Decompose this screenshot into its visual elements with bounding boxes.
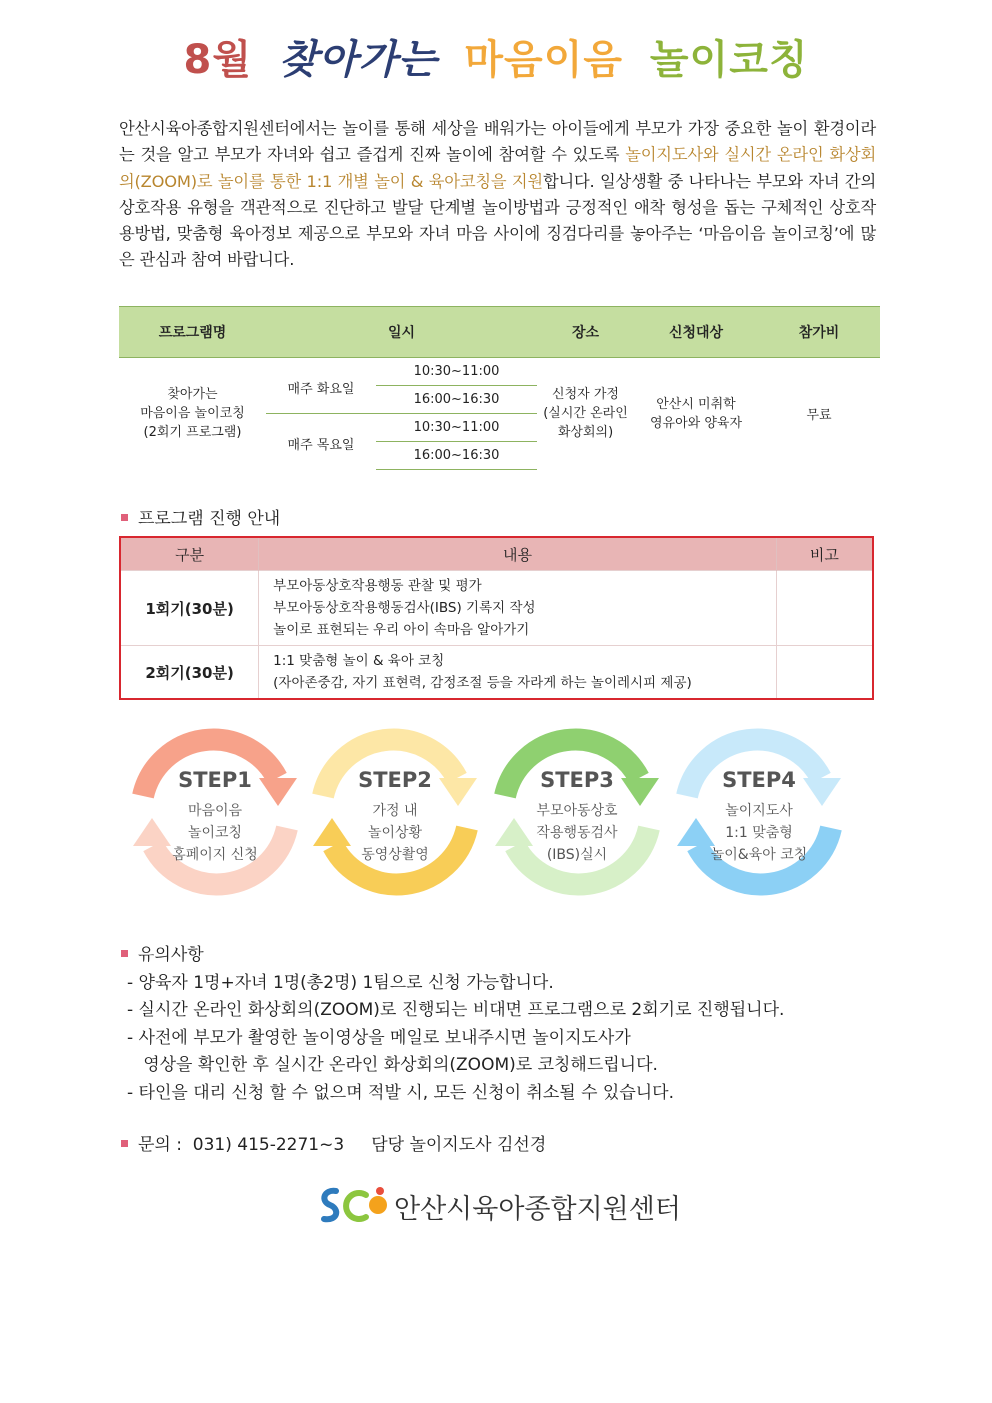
content-line: (자아존중감, 자기 표현력, 감정조절 등을 자라게 하는 놀이레시피 제공) xyxy=(273,675,692,691)
place-line: (실시간 온라인 xyxy=(543,406,628,422)
time-slot: 10:30~11:00 xyxy=(376,414,537,442)
session-note xyxy=(776,571,873,646)
contact-person: 담당 놀이지도사 김선경 xyxy=(371,1135,547,1155)
note-item: - 타인을 대리 신청 할 수 없으며 적발 시, 모든 신청이 취소될 수 있습니다. xyxy=(127,1082,675,1103)
contact-phone: 031) 415-2271~3 xyxy=(192,1135,345,1155)
step-line: 홈페이지 신청 xyxy=(172,847,258,863)
intro-paragraph xyxy=(119,116,876,274)
fee-cell: 무료 xyxy=(806,408,832,424)
title-visiting: 찾아가는 xyxy=(278,36,438,83)
notes-heading xyxy=(121,942,784,970)
step-description xyxy=(669,800,849,866)
session-content xyxy=(259,571,777,646)
header-target: 신청대상 xyxy=(634,307,758,358)
step-description xyxy=(305,800,485,866)
notes-section xyxy=(121,942,784,1107)
header-program: 프로그램명 xyxy=(119,307,266,358)
step-line: 작용행동검사 xyxy=(536,825,618,841)
center-logo xyxy=(318,1183,698,1227)
note-item: - 사전에 부모가 촬영한 놀이영상을 메일로 보내주시면 놀이지도사가 xyxy=(127,1027,631,1048)
step-label: STEP3 xyxy=(540,768,614,792)
intro-text-2: 합니다. 일상생활 중 나타나는 부모와 자녀 간의 상호작용 유형을 객관적으로 진단하고 발달 단계별 놀이방법과 긍정적인 애착 형성을 돕는 구체적인 상호작용방법, 맞춤형 육아정보 제공으로 부모와 자녀 마음 사이에 징검다리를 놓아주는 ‘마음이음 놀이코칭’에 많은 관심과 참여 바랍니다. xyxy=(119,171,876,270)
step-line: 놀이지도사 xyxy=(725,803,793,819)
bullet-square-icon xyxy=(121,950,128,957)
table-row xyxy=(120,646,873,700)
title-coaching: 놀이코칭 xyxy=(649,37,809,83)
note-item: - 양육자 1명+자녀 1명(총2명) 1팀으로 신청 가능합니다. xyxy=(127,972,554,993)
step-line: 놀이&육아 코칭 xyxy=(710,847,808,863)
step-label: STEP4 xyxy=(722,768,796,792)
table-row xyxy=(120,571,873,646)
program-line: 찾아가는 xyxy=(167,387,218,403)
time-slot: 16:00~16:30 xyxy=(413,392,500,407)
header-fee: 참가비 xyxy=(758,307,880,358)
progress-heading-text: 프로그램 진행 안내 xyxy=(138,509,281,529)
day-tuesday: 매주 화요일 xyxy=(287,382,355,397)
bullet-square-icon xyxy=(121,514,128,521)
bullet-square-icon xyxy=(121,1140,128,1147)
progress-table xyxy=(119,536,874,700)
title-month: 8월 xyxy=(183,37,252,83)
program-name-cell xyxy=(119,358,266,470)
step-line: 놀이상황 xyxy=(367,825,423,841)
session-label: 2회기(30분) xyxy=(120,646,259,700)
program-line: (2회기 프로그램) xyxy=(143,425,242,441)
target-line: 안산시 미취학 xyxy=(656,396,736,412)
steps-diagram xyxy=(120,718,860,913)
step-line: (IBS)실시 xyxy=(546,847,608,863)
place-line: 신청자 가정 xyxy=(552,387,619,403)
title-maeum: 마음이음 xyxy=(464,37,623,83)
step-4 xyxy=(669,718,849,913)
center-logo-text: 안산시육아종합지원센터 xyxy=(394,1194,681,1225)
note-item: - 실시간 온라인 화상회의(ZOOM)로 진행되는 비대면 프로그램으로 2회기로 진행됩니다. xyxy=(127,1000,785,1020)
place-line: 화상회의) xyxy=(557,425,614,441)
progress-heading xyxy=(121,504,280,529)
step-line: 가정 내 xyxy=(372,803,418,819)
center-logo-icon xyxy=(318,1183,390,1227)
header-datetime: 일시 xyxy=(266,307,537,358)
session-note xyxy=(776,646,873,700)
header-content: 내용 xyxy=(259,537,777,571)
contact-label: 문의 : xyxy=(138,1135,182,1155)
step-line: 놀이코칭 xyxy=(187,825,243,841)
header-place: 장소 xyxy=(537,307,634,358)
step-1 xyxy=(125,718,305,913)
step-line: 마음이음 xyxy=(187,803,243,819)
step-line: 부모아동상호 xyxy=(536,803,618,819)
content-line: 부모아동상호작용행동검사(IBS) 기록지 작성 xyxy=(273,600,536,616)
intro-highlight: 놀이지도사와 실시간 온라인 화상회의(ZOOM)로 놀이를 통한 1:1 개별 놀이 & 육아코칭을 지원 xyxy=(119,145,877,191)
step-line: 동영상촬영 xyxy=(361,847,429,863)
time-slot: 10:30~11:00 xyxy=(376,358,537,386)
note-item: 영상을 확인한 후 실시간 온라인 화상회의(ZOOM)로 코칭해드립니다. xyxy=(127,1055,658,1075)
content-line: 1:1 맞춤형 놀이 & 육아 코칭 xyxy=(273,653,445,669)
step-2 xyxy=(305,718,485,913)
intro-text-1: 안산시육아종합지원센터에서는 놀이를 통해 세상을 배워가는 아이들에게 부모가 가장 중요한 놀이 환경이라는 것을 알고 부모가 자녀와 쉽고 즐겁게 진짜 놀이에 참여할 수 있도록 xyxy=(119,119,876,165)
target-cell xyxy=(634,358,758,470)
content-line: 부모아동상호작용행동 관찰 및 평가 xyxy=(273,578,482,594)
session-content xyxy=(259,646,777,700)
header-category: 구분 xyxy=(120,537,259,571)
header-note: 비고 xyxy=(776,537,873,571)
place-cell xyxy=(537,358,634,470)
step-description xyxy=(487,800,667,866)
session-label: 1회기(30분) xyxy=(120,571,259,646)
page-title xyxy=(0,28,992,85)
step-label: STEP2 xyxy=(358,768,432,792)
content-line: 놀이로 표현되는 우리 아이 속마음 알아가기 xyxy=(273,622,530,638)
target-line: 영유아와 양육자 xyxy=(649,415,743,431)
program-line: 마음이음 놀이코칭 xyxy=(140,406,245,422)
time-slot: 16:00~16:30 xyxy=(376,442,537,470)
step-description xyxy=(125,800,305,866)
day-thursday: 매주 목요일 xyxy=(266,414,376,470)
step-label: STEP1 xyxy=(178,768,252,792)
step-line: 1:1 맞춤형 xyxy=(725,825,793,841)
step-3 xyxy=(487,718,667,913)
schedule-table xyxy=(119,306,880,470)
contact-line xyxy=(121,1130,546,1155)
notes-heading-text: 유의사항 xyxy=(138,945,204,965)
